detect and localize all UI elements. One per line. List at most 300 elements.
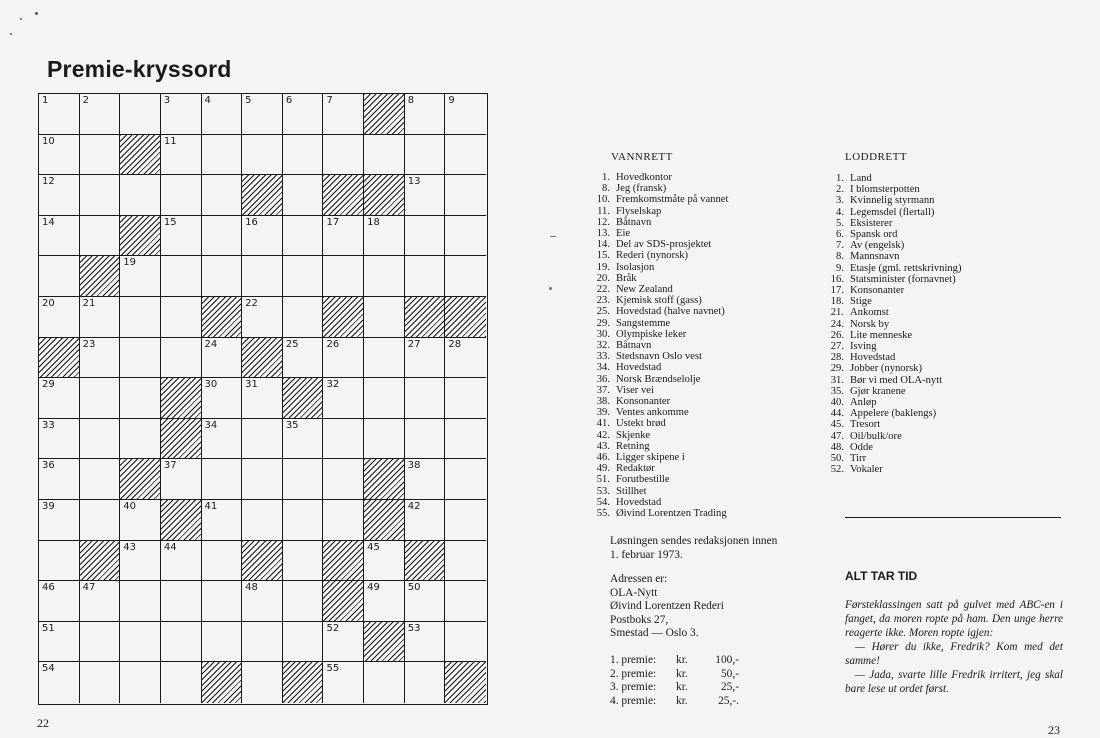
- crossword-cell[interactable]: [120, 297, 161, 338]
- crossword-cell[interactable]: [120, 662, 161, 703]
- crossword-cell[interactable]: [323, 216, 364, 257]
- clue-number: 2: [82, 95, 89, 106]
- clue-item: [822, 453, 962, 464]
- crossword-block: [364, 622, 405, 663]
- clue-number: 42: [407, 501, 421, 512]
- crossword-cell[interactable]: [161, 297, 202, 338]
- clue-number: 50: [407, 582, 421, 594]
- crossword-cell[interactable]: [39, 94, 80, 135]
- crossword-cell[interactable]: [242, 419, 283, 460]
- page-number-right: 23: [1048, 723, 1060, 737]
- clue-item: [588, 262, 728, 273]
- crossword-cell[interactable]: [202, 500, 243, 541]
- clue-number: 39: [42, 501, 55, 512]
- crossword-cell[interactable]: [445, 378, 486, 419]
- crossword-cell[interactable]: [80, 216, 121, 257]
- crossword-cell[interactable]: [323, 378, 364, 419]
- clue-item: [822, 173, 962, 184]
- clue-item-text: I blomsterpotten: [850, 184, 920, 196]
- crossword-cell[interactable]: [323, 338, 364, 379]
- clue-item: [822, 397, 962, 408]
- clue-item-text: Hovedstad: [850, 352, 896, 364]
- crossword-cell[interactable]: [283, 338, 324, 379]
- crossword-cell[interactable]: [161, 256, 202, 297]
- clue-item: [588, 250, 728, 261]
- crossword-cell[interactable]: [405, 378, 446, 419]
- clue-item: [822, 274, 962, 285]
- crossword-cell[interactable]: [161, 622, 202, 663]
- crossword-cell[interactable]: [80, 135, 121, 176]
- crossword-block: [120, 216, 161, 257]
- clue-item: [822, 240, 962, 251]
- clue-item-number: 22.: [596, 284, 610, 296]
- crossword-cell[interactable]: [161, 581, 202, 622]
- print-speck: [549, 287, 552, 290]
- clue-item-text: Forutbestille: [616, 474, 670, 486]
- crossword-cell[interactable]: [39, 256, 80, 297]
- crossword-cell[interactable]: [405, 338, 446, 379]
- print-speck: [35, 12, 38, 15]
- crossword-cell[interactable]: [445, 338, 486, 379]
- crossword-cell[interactable]: [405, 216, 446, 257]
- crossword-cell[interactable]: [405, 459, 446, 500]
- clue-item-number: 16.: [830, 273, 844, 285]
- crossword-cell[interactable]: [445, 175, 486, 216]
- crossword-cell[interactable]: [364, 216, 405, 257]
- crossword-cell[interactable]: [405, 175, 446, 216]
- clue-item: [588, 217, 728, 228]
- clue-item-text: Av (engelsk): [850, 240, 905, 252]
- clue-number: 40: [123, 501, 136, 512]
- clue-item-number: 54.: [596, 496, 610, 508]
- crossword-cell[interactable]: [80, 500, 121, 541]
- crossword-cell[interactable]: [445, 500, 486, 541]
- crossword-cell[interactable]: [323, 135, 364, 176]
- section-divider: [845, 517, 1061, 518]
- clue-number: 47: [82, 582, 96, 594]
- crossword-cell[interactable]: [202, 94, 243, 135]
- crossword-cell[interactable]: [39, 419, 80, 460]
- crossword-cell[interactable]: [242, 622, 283, 663]
- clue-item: [822, 464, 962, 475]
- clue-item-text: Ankomst: [850, 307, 889, 319]
- crossword-cell[interactable]: [283, 622, 324, 663]
- crossword-cell[interactable]: [364, 297, 405, 338]
- crossword-cell[interactable]: [242, 256, 283, 297]
- clue-item-text: Øivind Lorentzen Trading: [616, 508, 727, 520]
- prize-currency: kr.: [676, 654, 688, 666]
- crossword-cell[interactable]: [405, 256, 446, 297]
- crossword-cell[interactable]: [283, 581, 324, 622]
- crossword-cell[interactable]: [283, 94, 324, 135]
- prize-currency: kr.: [676, 667, 688, 680]
- crossword-cell[interactable]: [242, 581, 283, 622]
- crossword-block: [80, 256, 121, 297]
- crossword-block: [120, 459, 161, 500]
- crossword-cell[interactable]: [445, 541, 486, 582]
- clue-number: 10: [42, 135, 55, 147]
- clue-item-number: 34.: [596, 362, 610, 374]
- crossword-cell[interactable]: [405, 94, 446, 135]
- crossword-cell[interactable]: [161, 662, 202, 703]
- crossword-cell[interactable]: [242, 662, 283, 703]
- clue-item-text: Odde: [850, 441, 873, 453]
- crossword-cell[interactable]: [202, 541, 243, 582]
- crossword-cell[interactable]: [39, 216, 80, 257]
- crossword-cell[interactable]: [80, 378, 121, 419]
- crossword-cell[interactable]: [445, 256, 486, 297]
- clue-item-text: Hovedstad: [616, 362, 662, 374]
- clue-item-text: Anløp: [850, 397, 877, 409]
- clue-item: [588, 396, 728, 407]
- crossword-block: [445, 662, 486, 703]
- crossword-cell[interactable]: [323, 459, 364, 500]
- crossword-cell[interactable]: [80, 338, 121, 379]
- crossword-block: [364, 175, 405, 216]
- prize-label: 2. premie:: [610, 667, 657, 680]
- crossword-cell[interactable]: [202, 338, 243, 379]
- clue-item-text: Hovedkontor: [616, 172, 672, 183]
- crossword-cell[interactable]: [242, 500, 283, 541]
- crossword-cell[interactable]: [80, 581, 121, 622]
- clue-item-number: 7.: [836, 240, 844, 252]
- crossword-cell[interactable]: [80, 622, 121, 663]
- clue-item: [588, 228, 728, 239]
- crossword-cell[interactable]: [120, 622, 161, 663]
- crossword-cell[interactable]: [202, 581, 243, 622]
- crossword-cell[interactable]: [283, 419, 324, 460]
- crossword-cell[interactable]: [161, 216, 202, 257]
- crossword-cell[interactable]: [405, 135, 446, 176]
- clue-number: 44: [163, 541, 177, 553]
- address-line: Smestad — Oslo 3.: [610, 627, 699, 640]
- crossword-cell[interactable]: [445, 216, 486, 257]
- clue-item-number: 28.: [830, 352, 844, 364]
- crossword-cell[interactable]: [161, 135, 202, 176]
- crossword-cell[interactable]: [120, 338, 161, 379]
- crossword-block: [323, 297, 364, 338]
- crossword-block: [405, 297, 446, 338]
- crossword-cell[interactable]: [39, 459, 80, 500]
- clue-item-number: 33.: [596, 351, 610, 363]
- crossword-cell[interactable]: [283, 500, 324, 541]
- address-block: [610, 573, 724, 641]
- crossword-cell[interactable]: [39, 175, 80, 216]
- crossword-cell[interactable]: [120, 175, 161, 216]
- clue-item: [588, 284, 728, 295]
- crossword-cell[interactable]: [323, 500, 364, 541]
- crossword-cell[interactable]: [161, 175, 202, 216]
- crossword-cell[interactable]: [405, 662, 446, 703]
- crossword-cell[interactable]: [323, 622, 364, 663]
- clue-item: [822, 319, 962, 330]
- crossword-cell[interactable]: [283, 459, 324, 500]
- crossword-cell[interactable]: [120, 419, 161, 460]
- clue-item-number: 46.: [596, 452, 610, 464]
- crossword-cell[interactable]: [39, 622, 80, 663]
- clue-item: [822, 307, 962, 318]
- crossword-cell[interactable]: [161, 541, 202, 582]
- prize-label: 1. premie:: [610, 654, 657, 666]
- clue-item-number: 10.: [596, 194, 610, 206]
- prize-row: [610, 654, 739, 668]
- crossword-cell[interactable]: [405, 581, 446, 622]
- clue-item: [588, 374, 728, 385]
- clue-number: 55: [326, 663, 340, 675]
- crossword-cell[interactable]: [242, 297, 283, 338]
- crossword-cell[interactable]: [364, 662, 405, 703]
- crossword-block: [283, 662, 324, 703]
- crossword-block: [405, 541, 446, 582]
- crossword-cell[interactable]: [39, 135, 80, 176]
- clue-number: 32: [326, 379, 340, 391]
- clue-item-number: 31.: [830, 374, 844, 386]
- vannrett-clue-list: [588, 172, 728, 519]
- crossword-block: [323, 175, 364, 216]
- clue-item: [588, 329, 728, 340]
- clue-item-number: 32.: [596, 340, 610, 352]
- crossword-block: [364, 94, 405, 135]
- clue-item-number: 25.: [596, 306, 610, 318]
- crossword-cell[interactable]: [364, 581, 405, 622]
- crossword-cell[interactable]: [202, 216, 243, 257]
- crossword-cell[interactable]: [283, 175, 324, 216]
- submission-line: Løsningen sendes redaksjonen innen: [610, 535, 778, 547]
- crossword-cell[interactable]: [120, 541, 161, 582]
- crossword-cell[interactable]: [283, 256, 324, 297]
- crossword-cell[interactable]: [323, 419, 364, 460]
- clue-item-number: 8.: [602, 183, 610, 195]
- crossword-cell[interactable]: [445, 459, 486, 500]
- crossword-cell[interactable]: [80, 297, 121, 338]
- clue-item-text: Tirr: [850, 453, 867, 465]
- crossword-block: [120, 135, 161, 176]
- clue-item-number: 42.: [596, 429, 610, 441]
- crossword-cell[interactable]: [364, 541, 405, 582]
- crossword-block: [445, 297, 486, 338]
- crossword-cell[interactable]: [202, 459, 243, 500]
- clue-item: [588, 497, 728, 508]
- clue-item-text: Båtnavn: [616, 216, 652, 228]
- crossword-block: [242, 541, 283, 582]
- clue-item-number: 5.: [836, 217, 844, 229]
- crossword-cell[interactable]: [202, 622, 243, 663]
- address-label: Adressen er:: [610, 573, 668, 585]
- clue-item-number: 20.: [596, 272, 610, 284]
- clue-item: [822, 218, 962, 229]
- crossword-cell[interactable]: [120, 378, 161, 419]
- clue-item-text: Isolasjon: [616, 261, 655, 273]
- prize-label: 4. premie:: [610, 694, 657, 707]
- clue-item-text: Bør vi med OLA-nytt: [850, 374, 943, 386]
- prize-currency: kr.: [676, 681, 688, 694]
- crossword-cell[interactable]: [445, 581, 486, 622]
- clue-item-number: 18.: [830, 296, 844, 308]
- crossword-cell[interactable]: [202, 419, 243, 460]
- clue-item-number: 12.: [596, 216, 610, 228]
- prize-row: [610, 695, 739, 709]
- clue-item-number: 39.: [596, 407, 610, 419]
- clue-number: 38: [407, 460, 421, 472]
- crossword-cell[interactable]: [80, 459, 121, 500]
- crossword-cell[interactable]: [283, 541, 324, 582]
- crossword-cell[interactable]: [364, 378, 405, 419]
- prize-currency: kr.: [676, 694, 688, 707]
- crossword-cell[interactable]: [39, 378, 80, 419]
- crossword-cell[interactable]: [242, 378, 283, 419]
- crossword-cell[interactable]: [242, 216, 283, 257]
- clue-number: 22: [245, 298, 258, 309]
- clue-item-text: Hovedstad (halve navnet): [616, 306, 725, 318]
- prize-label: 3. premie:: [610, 681, 657, 694]
- crossword-cell[interactable]: [323, 662, 364, 703]
- crossword-block: [80, 541, 121, 582]
- crossword-grid: [38, 93, 488, 705]
- crossword-cell[interactable]: [120, 256, 161, 297]
- clue-item-text: Jobber (nynorsk): [850, 363, 923, 375]
- crossword-cell[interactable]: [323, 256, 364, 297]
- clue-number: 6: [285, 95, 293, 106]
- crossword-cell[interactable]: [364, 338, 405, 379]
- clue-item: [588, 463, 728, 474]
- crossword-block: [161, 500, 202, 541]
- story-paragraph: Førsteklassingen satt på gulvet med ABC-en i fanget, da moren ropte på ham. Den unge herre reagerte ikke. Moren ropte igjen:: [845, 599, 1063, 639]
- crossword-cell[interactable]: [39, 500, 80, 541]
- clue-number: 16: [245, 216, 258, 228]
- clue-item-number: 2.: [836, 184, 844, 196]
- clue-item: [588, 194, 728, 205]
- crossword-cell[interactable]: [80, 175, 121, 216]
- clue-number: 29: [42, 379, 55, 391]
- crossword-cell[interactable]: [120, 581, 161, 622]
- clue-number: 33: [42, 419, 55, 431]
- crossword-cell[interactable]: [120, 94, 161, 135]
- clue-item: [822, 229, 962, 240]
- crossword-cell[interactable]: [242, 459, 283, 500]
- crossword-cell[interactable]: [445, 622, 486, 663]
- clue-item: [588, 486, 728, 497]
- clue-item-number: 38.: [596, 396, 610, 408]
- crossword-cell[interactable]: [445, 135, 486, 176]
- crossword-cell[interactable]: [202, 256, 243, 297]
- clue-item-text: Isving: [850, 341, 877, 353]
- crossword-cell[interactable]: [39, 662, 80, 703]
- clue-item-text: Stillhet: [616, 485, 647, 497]
- clue-item: [822, 195, 962, 206]
- clue-number: 48: [245, 582, 258, 594]
- clue-item: [588, 295, 728, 306]
- clue-item-number: 44.: [830, 408, 844, 420]
- clue-item-text: Ustekt brød: [616, 418, 666, 430]
- clue-item-number: 1.: [602, 172, 610, 183]
- clue-item: [588, 206, 728, 217]
- crossword-cell[interactable]: [364, 419, 405, 460]
- clue-item-text: Bråk: [616, 272, 637, 284]
- crossword-cell[interactable]: [39, 297, 80, 338]
- clue-number: 8: [407, 95, 415, 106]
- clue-item-text: Norsk Brændselolje: [616, 373, 701, 385]
- story-title: ALT TAR TID: [845, 569, 918, 583]
- clue-item-text: Olympiske leker: [616, 328, 687, 340]
- crossword-cell[interactable]: [80, 662, 121, 703]
- clue-item-text: Redaktør: [616, 463, 655, 475]
- clue-item: [822, 184, 962, 195]
- clue-item: [588, 351, 728, 362]
- clue-item: [588, 407, 728, 418]
- crossword-cell[interactable]: [39, 581, 80, 622]
- crossword-cell[interactable]: [445, 94, 486, 135]
- crossword-cell[interactable]: [80, 419, 121, 460]
- crossword-cell[interactable]: [202, 175, 243, 216]
- clue-item-text: Viser vei: [616, 384, 654, 396]
- clue-item-number: 45.: [830, 419, 844, 431]
- clue-number: 18: [367, 216, 380, 228]
- crossword-cell[interactable]: [283, 216, 324, 257]
- clue-number: 17: [326, 216, 340, 228]
- clue-item-number: 41.: [596, 418, 610, 430]
- crossword-block: [364, 500, 405, 541]
- crossword-cell[interactable]: [445, 419, 486, 460]
- crossword-cell[interactable]: [161, 459, 202, 500]
- crossword-block: [161, 419, 202, 460]
- crossword-cell[interactable]: [80, 94, 121, 135]
- story-paragraph: — Hører du ikke, Fredrik? Kom med det samme!: [845, 641, 1063, 667]
- clue-number: 21: [82, 298, 96, 309]
- clue-number: 49: [367, 582, 380, 594]
- crossword-cell[interactable]: [161, 338, 202, 379]
- clue-item-text: Hovedstad: [616, 496, 662, 508]
- clue-item: [822, 341, 962, 352]
- clue-number: 45: [367, 541, 380, 553]
- clue-item-number: 4.: [836, 206, 844, 218]
- clue-item-text: Konsonanter: [850, 285, 905, 297]
- crossword-cell[interactable]: [323, 94, 364, 135]
- clue-item-number: 50.: [830, 453, 844, 465]
- clue-item: [588, 452, 728, 463]
- clue-item-number: 43.: [596, 440, 610, 452]
- crossword-cell[interactable]: [242, 135, 283, 176]
- clue-number: 53: [407, 622, 421, 634]
- crossword-cell[interactable]: [120, 500, 161, 541]
- clue-item-number: 23.: [596, 295, 610, 307]
- clue-number: 37: [163, 460, 177, 472]
- crossword-block: [39, 338, 80, 379]
- clue-item-text: Gjør kranene: [850, 385, 906, 397]
- clue-item-text: Jeg (fransk): [616, 183, 667, 195]
- crossword-cell[interactable]: [364, 135, 405, 176]
- crossword-cell[interactable]: [242, 94, 283, 135]
- crossword-cell[interactable]: [364, 256, 405, 297]
- crossword-cell[interactable]: [39, 541, 80, 582]
- crossword-cell[interactable]: [161, 94, 202, 135]
- crossword-cell[interactable]: [405, 622, 446, 663]
- crossword-cell[interactable]: [202, 378, 243, 419]
- crossword-cell[interactable]: [283, 135, 324, 176]
- crossword-cell[interactable]: [202, 135, 243, 176]
- crossword-cell[interactable]: [405, 500, 446, 541]
- clue-item-number: 26.: [830, 329, 844, 341]
- crossword-block: [283, 378, 324, 419]
- clue-item: [822, 375, 962, 386]
- clue-item: [822, 296, 962, 307]
- crossword-cell[interactable]: [405, 419, 446, 460]
- clue-number: 26: [326, 338, 340, 350]
- prize-row: [610, 681, 739, 695]
- crossword-cell[interactable]: [283, 297, 324, 338]
- clue-item-text: Stedsnavn Oslo vest: [616, 351, 702, 363]
- crossword-block: [202, 297, 243, 338]
- clue-item-number: 14.: [596, 239, 610, 251]
